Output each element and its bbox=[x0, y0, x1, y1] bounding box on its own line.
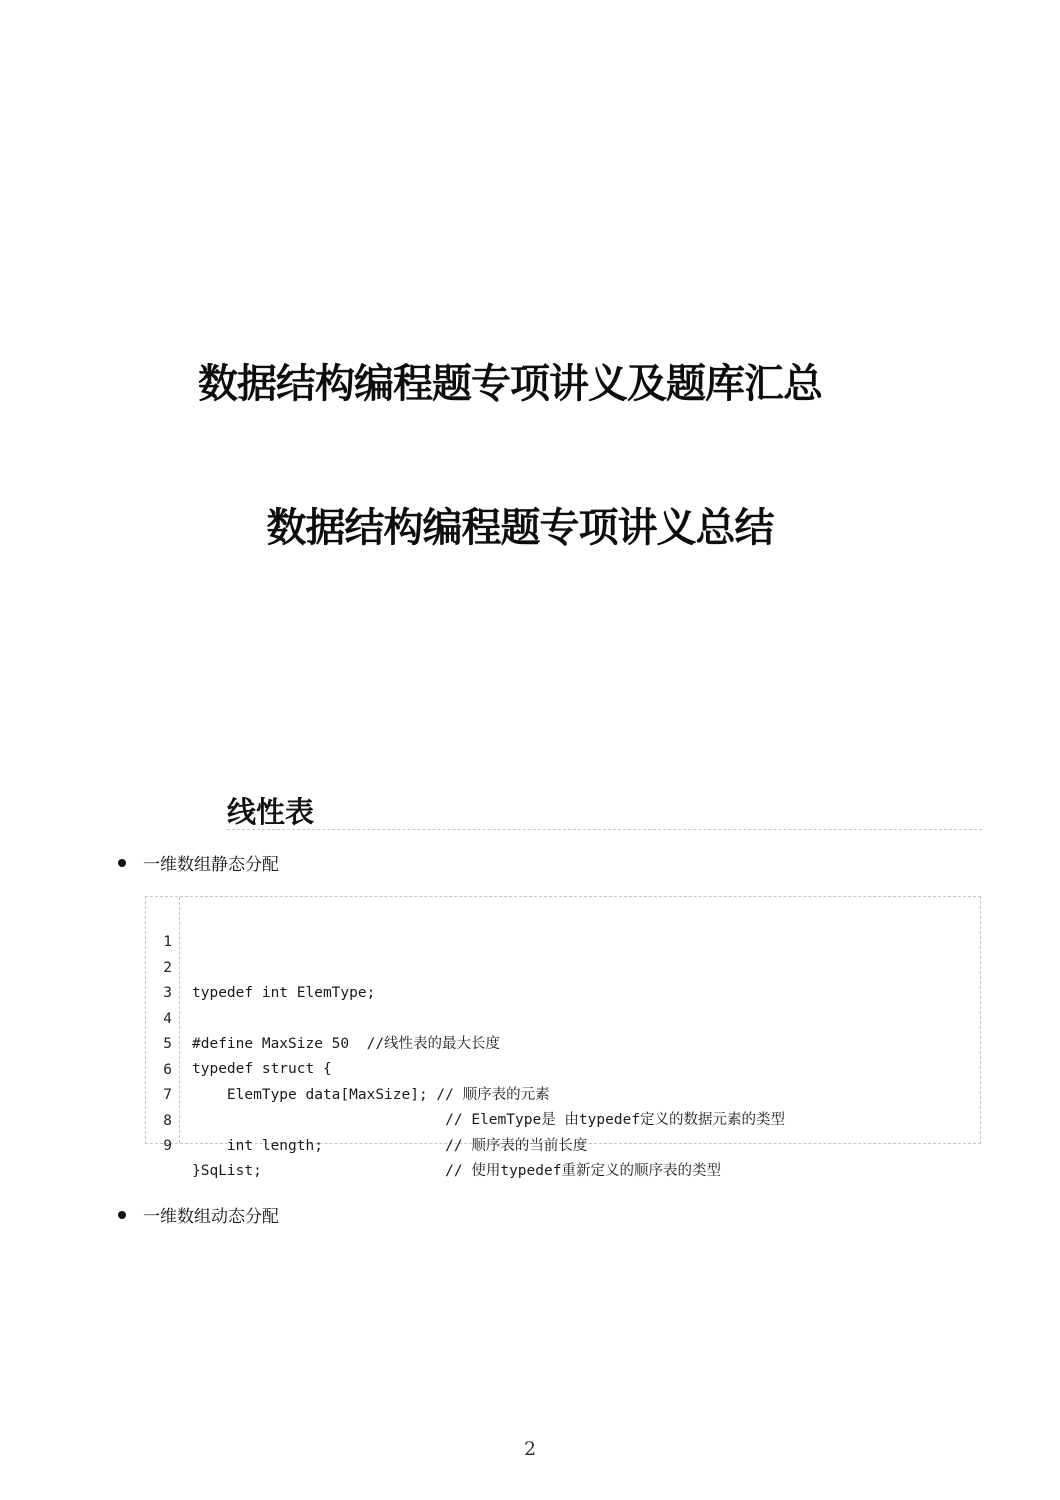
code-line-number: 1 bbox=[163, 934, 172, 950]
section-heading: 线性表 bbox=[227, 795, 315, 829]
document-subtitle: 数据结构编程题专项讲义总结 bbox=[266, 505, 774, 551]
code-line bbox=[146, 931, 980, 1001]
bullet-dot-icon bbox=[118, 859, 126, 867]
code-line-number: 8 bbox=[163, 1113, 172, 1129]
code-line-text: // ElemType是 由typedef定义的数据元素的类型 bbox=[192, 1112, 786, 1128]
code-block bbox=[145, 896, 981, 1179]
page-number: 2 bbox=[523, 1438, 537, 1460]
code-line-text: typedef int ElemType; bbox=[192, 985, 376, 1001]
bullet-item-text: 一维数组动态分配 bbox=[143, 1207, 279, 1227]
code-line-text: #define MaxSize 50 //线性表的最大长度 bbox=[192, 1036, 501, 1052]
code-line-number: 2 bbox=[163, 960, 172, 976]
code-line bbox=[146, 982, 980, 1052]
code-line-number: 4 bbox=[163, 1011, 172, 1027]
code-line-number: 7 bbox=[163, 1087, 172, 1103]
bullet-dot-icon bbox=[118, 1211, 126, 1219]
code-line-number: 3 bbox=[163, 985, 172, 1001]
code-line-text: typedef struct { bbox=[192, 1061, 332, 1077]
section-divider bbox=[227, 829, 982, 830]
bullet-item bbox=[118, 1202, 279, 1227]
code-line bbox=[146, 905, 980, 950]
bullet-item bbox=[118, 850, 279, 875]
code-line-text: ElemType data[MaxSize]; // 顺序表的元素 bbox=[192, 1087, 550, 1103]
code-line-number: 6 bbox=[163, 1062, 172, 1078]
code-line-number: 5 bbox=[163, 1036, 172, 1052]
document-title: 数据结构编程题专项讲义及题库汇总 bbox=[198, 361, 822, 407]
bullet-item-text: 一维数组静态分配 bbox=[143, 855, 279, 875]
code-line-text: }SqList; // 使用typedef重新定义的顺序表的类型 bbox=[192, 1163, 721, 1179]
code-line-text: int length; // 顺序表的当前长度 bbox=[192, 1138, 588, 1154]
code-line-number: 9 bbox=[163, 1138, 172, 1154]
